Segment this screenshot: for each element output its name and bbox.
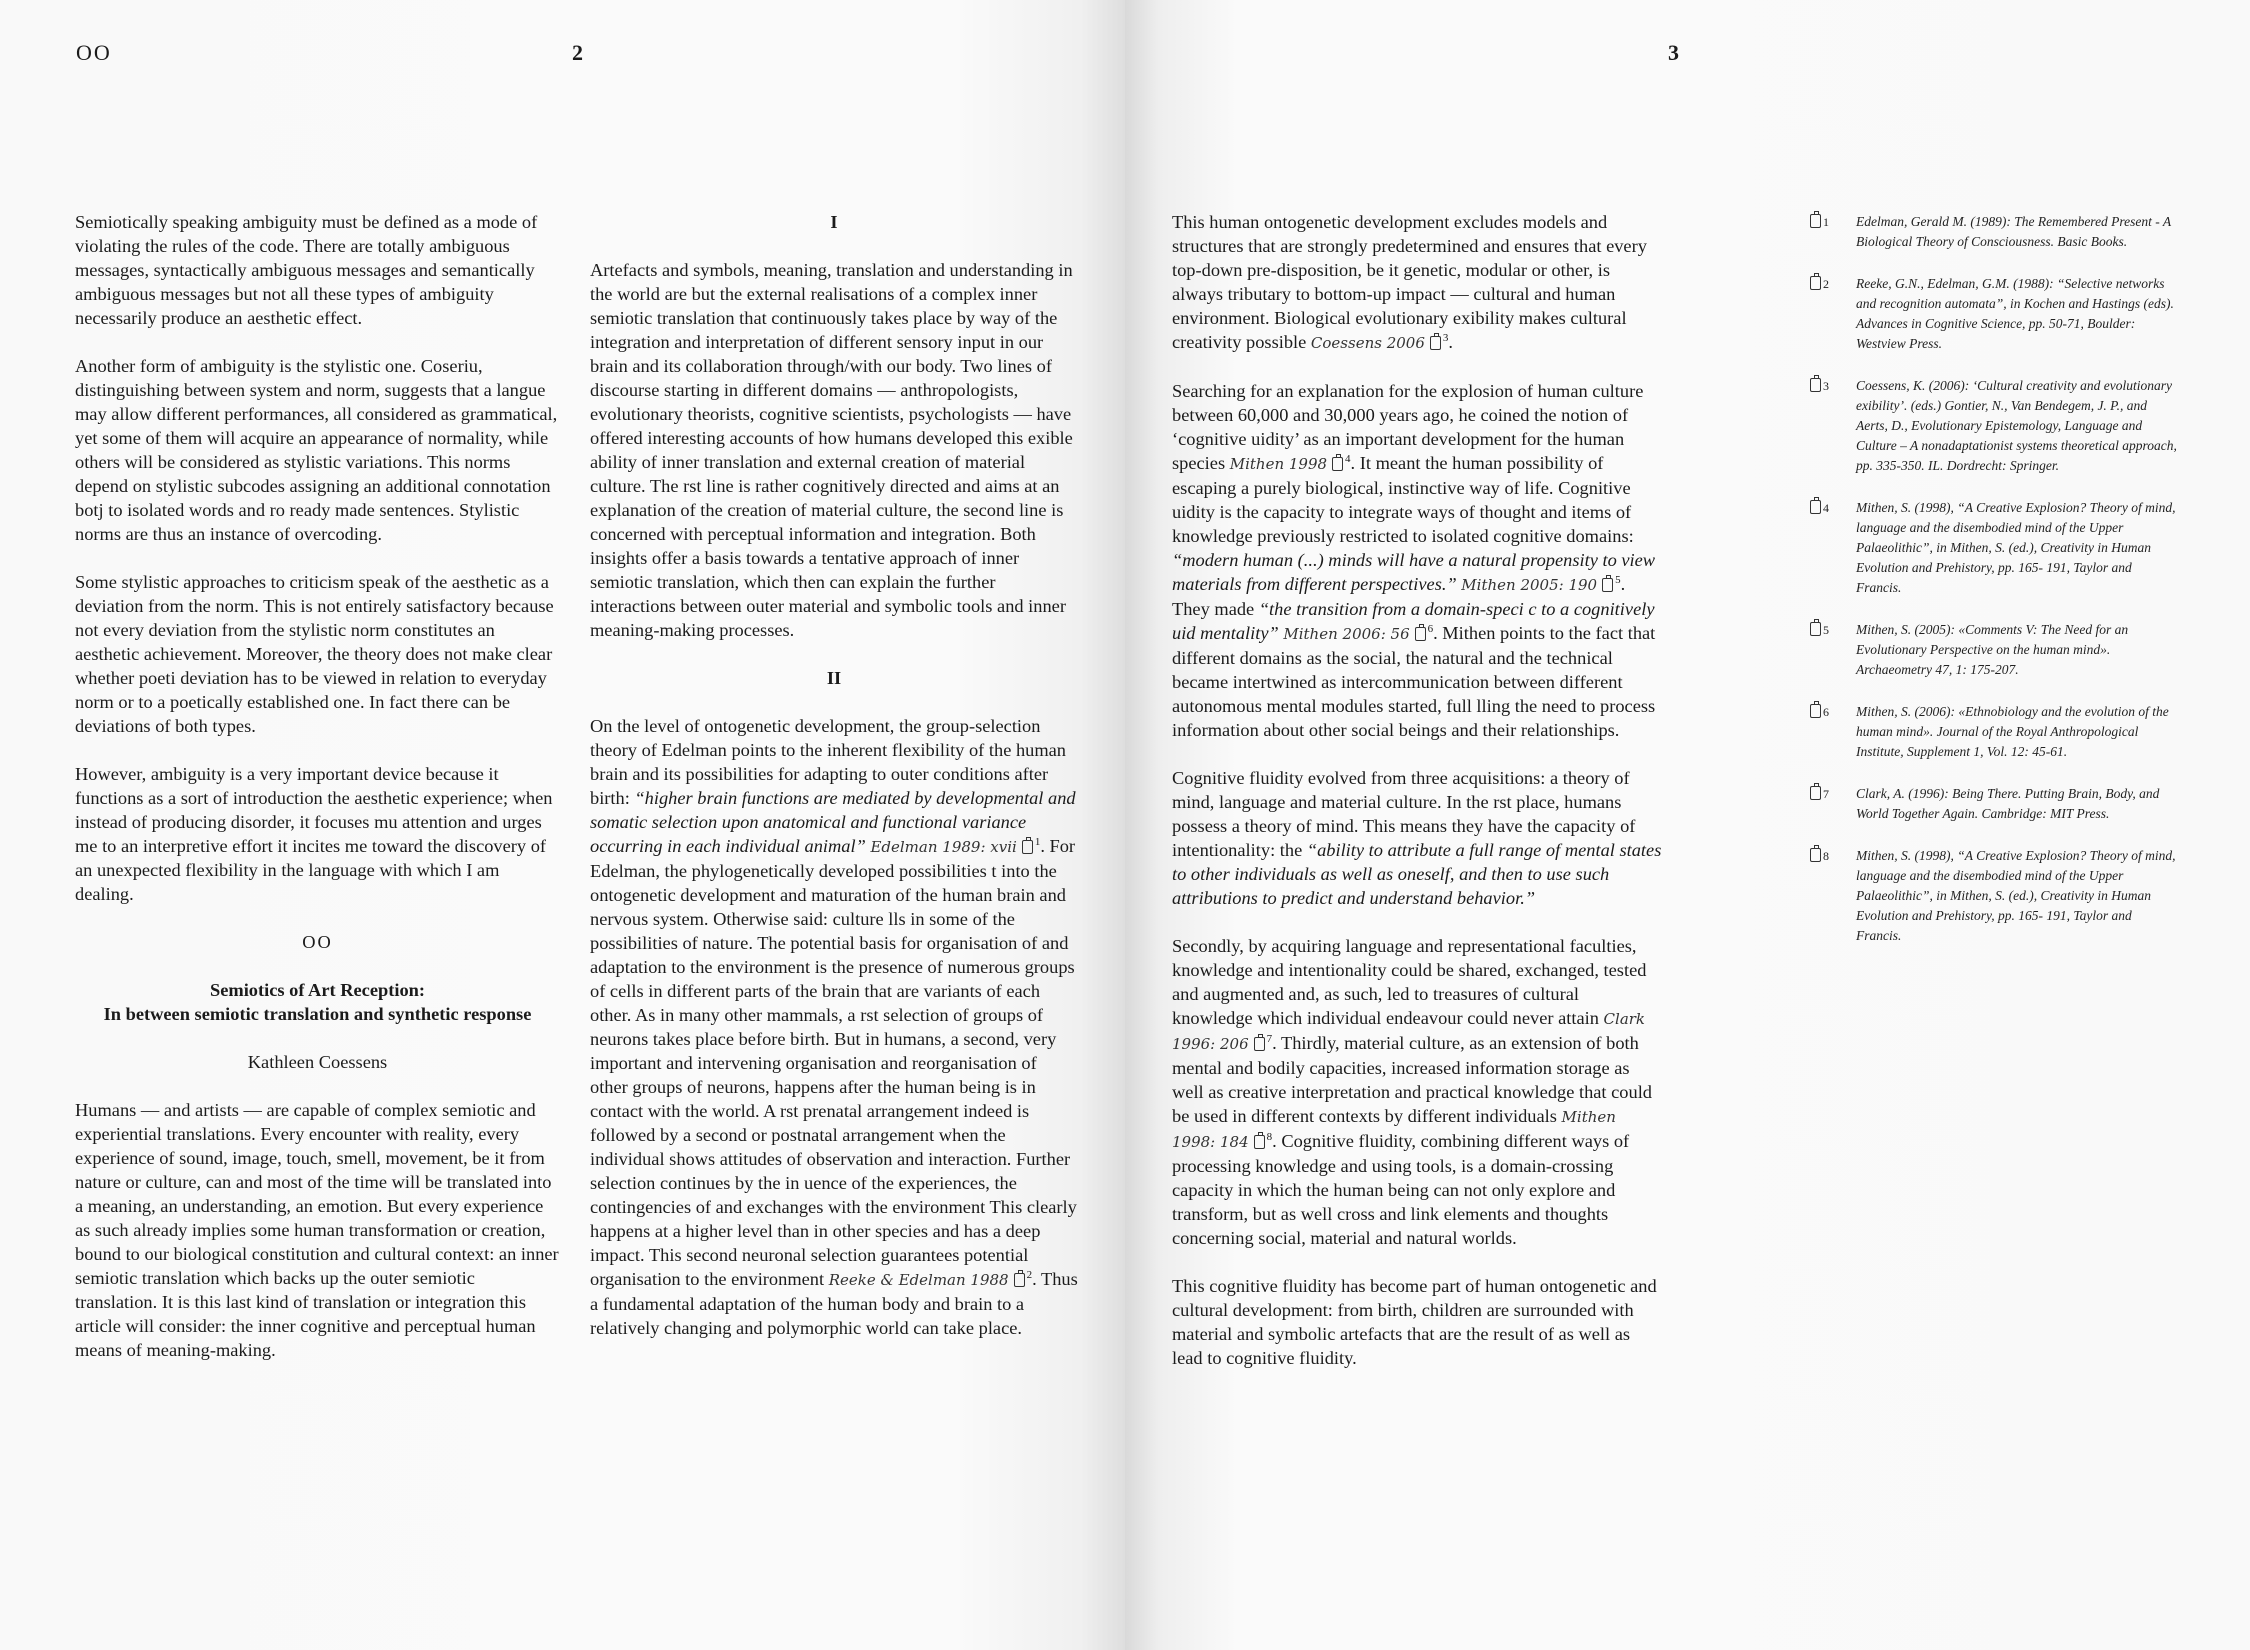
footnote-marker-icon <box>1810 214 1821 228</box>
column-1 <box>75 210 560 1362</box>
footnote-number <box>1810 212 1829 232</box>
footnote-text: Coessens, K. (2006): ‘Cultural creativity and evolutionary exibility’. (eds.) Gontier, N., Van Bendegem, J. P., and Aerts, D., Evolutionary Epistemology, Language and Culture – A nonadaptationist systems theoretical approach, pp. 335-350. IL. Dordrecht: Springer. <box>1856 378 2177 473</box>
footnote-marker-icon <box>1810 276 1821 290</box>
footnote-number <box>1810 784 1829 804</box>
paragraph: Humans — and artists — are capable of complex semiotic and experiential translations. Every encounter with reality, every experience of sound, image, touch, smell, movement, be it from nature or culture, can and most of the time will be translated into a meaning, an understanding, an emotion. But every experience as such already implies some human transformation or creation, bound to our biological constitution and cultural context: an inner semiotic translation which backs up the outer semiotic translation. It is this last kind of translation or integration this article will consider: the inner cognitive and perceptual human means of meaning-making. <box>75 1100 559 1360</box>
column-3 <box>1172 210 1662 1370</box>
right-page-number: 3 <box>1668 40 1679 65</box>
text-run: . Mithen points to the fact that different domains as the social, the natural and the technical became intertwined as intercommunication between different autonomous mental modules started, full lling the need to process information about other social beings and their relationships. <box>1172 623 1656 740</box>
text-run: . Thus a fundamental adaptation of the human body and brain to a relatively changing and polymorphic world can take place. <box>590 1269 1078 1338</box>
quote: “ability to attribute a full range of mental states to other individuals as well as oneself, and then to use such attributions to predict and understand behavior.” <box>1172 840 1662 908</box>
inline-citation[interactable]: Clark 1996: 206 <box>1172 1010 1646 1053</box>
paragraph: This cognitive fluidity has become part of human ontogenetic and cultural development: from birth, children are surrounded with material and symbolic artefacts that are the result of as well as lead to cognitive fluidity. <box>1172 1276 1657 1368</box>
footnote-num: 7 <box>1823 787 1829 801</box>
paragraph: Semiotically speaking ambiguity must be defined as a mode of violating the rules of the code. There are totally ambiguous messages, syntactically ambiguous messages and semantically ambiguous messages but not all these types of ambiguity necessarily produce an aesthetic effect. <box>75 212 538 328</box>
article-author: Kathleen Coessens <box>247 1052 388 1072</box>
inline-citation[interactable]: Mithen 2006: 56 <box>1283 625 1410 643</box>
footnote-number <box>1810 376 1829 396</box>
footnote-marker-icon <box>1810 622 1821 636</box>
footnote <box>1810 212 2180 252</box>
article-title <box>75 978 560 1026</box>
footnote-num: 1 <box>1823 215 1829 229</box>
footnote-num: 2 <box>1823 277 1829 291</box>
article-title-line-2: In between semiotic translation and synthetic response <box>103 1004 532 1024</box>
footnote-marker-icon[interactable] <box>1602 578 1613 592</box>
footnote-marker-icon <box>1810 848 1821 862</box>
text-run: . They made <box>1172 574 1626 619</box>
section-heading-1: I <box>830 212 838 232</box>
footnote <box>1810 376 2180 476</box>
footnote-marker-icon <box>1810 786 1821 800</box>
footnote-ref[interactable]: 4 <box>1345 452 1351 465</box>
paragraph <box>1172 766 1662 910</box>
footnote-ref[interactable]: 1 <box>1034 835 1041 848</box>
footnote-ref[interactable]: 5 <box>1615 573 1621 586</box>
inline-citation[interactable]: Reeke & Edelman 1988 <box>828 1271 1009 1289</box>
paragraph <box>590 714 1078 1340</box>
paragraph: However, ambiguity is a very important device because it functions as a sort of introduction the aesthetic experience; when instead of producing disorder, it focuses mu attention and urges me to an interpretive effort it incites me toward the discovery of an unexpected flexibility in the language with which I am dealing. <box>75 764 553 904</box>
footnote <box>1810 702 2180 762</box>
paragraph: Another form of ambiguity is the stylistic one. Coseriu, distinguishing between system and norm, suggests that a langue may allow different performances, all considered as grammatical, yet some of them will acquire an appearance of normality, while others will be considered as stylistic variations. This norms depend on stylistic subcodes assigning an additional connotation botj to isolated words and ro ready made sentences. Stylistic norms are thus an instance of overcoding. <box>75 356 558 544</box>
text-run: . For Edelman, the phylogenetically developed possibilities t into the ontogenetic development and maturation of the human brain and nervous system. Otherwise said: culture lls in some of the possibilities of nature. The potential basis for organisation of and adaptation to the environment is the presence of numerous groups of cells in different parts of the brain that are variants of each other. As in many other mammals, a rst selection of groups of neurons takes place before birth. But in humans, a second, very important and intervening organisation and reorganisation of other groups of neurons, happens after the human being is in contact with the world. A rst prenatal arrangement indeed is followed by a second or postnatal arrangement when the individual shows attitudes of observation and interaction. Further selection continues by the in uence of the experiences, the contingencies of and exchanges with the environment This clearly happens at a higher level than in other species and has a deep impact. This second neuronal selection guarantees potential organisation to the environment <box>590 836 1077 1289</box>
quote: “modern human (...) minds will have a natural propensity to view materials from different perspectives.” <box>1172 550 1656 594</box>
footnote-marker-icon[interactable] <box>1022 840 1033 854</box>
footnote <box>1810 620 2180 680</box>
footnote <box>1810 274 2180 354</box>
text-run: . <box>1448 332 1453 352</box>
inline-citation[interactable]: Mithen 1998: 184 <box>1172 1108 1616 1151</box>
text-run: This human ontogenetic development excludes models and structures that are strongly predetermined and ensures that every top-down pre-disposition, be it genetic, modular or other, is always tributary to bottom-up impact — cultural and human environment. Biological evolutionary exibility makes cultural creativity possible <box>1172 212 1647 352</box>
footnote-number <box>1810 498 1829 518</box>
left-header-mark: OO <box>76 40 112 65</box>
footnote-marker-icon <box>1810 500 1821 514</box>
footnote-marker-icon[interactable] <box>1430 336 1441 350</box>
inline-citation[interactable]: Coessens 2006 <box>1310 334 1425 352</box>
text-run: . Thirdly, material culture, as an extension of both mental and bodily capacities, increased information storage as well as creative interpretation and practical knowledge that could be used in different contexts by different individuals <box>1172 1033 1652 1126</box>
quote: “the transition from a domain-speci c to a cognitively uid mentality” <box>1172 599 1655 643</box>
paragraph: Artefacts and symbols, meaning, translation and understanding in the world are but the external realisations of a complex inner semiotic translation that continuously takes place by way of the integration and interpretation of different sensory input in our brain and its collaboration through/with our body. Two lines of discourse starting in different domains — anthropologists, evolutionary theorists, cognitive scientists, psychologists — have offered interesting accounts of how humans developed this exible ability of inner translation and external creation of material culture. The rst line is rather cognitively directed and aims at an explanation of the creation of material culture, the second line is concerned with perceptual information and integration. Both insights offer a basis towards a tentative approach of inner semiotic translation, which then can explain the further interactions between outer material and symbolic tools and inner meaning-making processes. <box>590 260 1073 640</box>
quote: “higher brain functions are mediated by developmental and somatic selection upon anatomical and functional variance occurring in each individual animal” <box>590 788 1076 856</box>
inline-citation[interactable]: Mithen 1998 <box>1229 455 1328 473</box>
footnote-marker-icon <box>1810 704 1821 718</box>
text-run: Secondly, by acquiring language and representational faculties, knowledge and intentionality could be shared, exchanged, tested and augmented and, as such, led to treasures of cultural knowledge which individual endeavour could never attain <box>1172 936 1647 1028</box>
text-run: . Cognitive fluidity, combining different ways of processing knowledge and using tools, is a domain-crossing capacity in which the human being can not only explore and transform, but as well cross and link elements and thoughts concerning social, material and natural worlds. <box>1172 1131 1630 1248</box>
footnote-number <box>1810 620 1829 640</box>
footnote-ref[interactable]: 6 <box>1427 622 1434 635</box>
footnote-text: Mithen, S. (1998), “A Creative Explosion? Theory of mind, language and the disembodied mind of the Upper Palaeolithic”, in Mithen, S. (ed.), Creativity in Human Evolution and Prehistory, pp. 165- 191, Taylor and Francis. <box>1856 500 2176 595</box>
footnote-number <box>1810 702 1829 722</box>
footnote-text: Reeke, G.N., Edelman, G.M. (1988): “Selective networks and recognition automata”, in Kochen and Hastings (eds). Advances in Cognitive Science, pp. 50-71, Boulder: Westview Press. <box>1856 276 2174 351</box>
footnote-ref[interactable]: 3 <box>1442 331 1449 344</box>
paragraph <box>1172 210 1662 355</box>
footnote-text: Mithen, S. (2005): «Comments V: The Need for an Evolutionary Perspective on the human mind». Archaeometry 47, 1: 175-207. <box>1856 622 2129 677</box>
column-2 <box>590 210 1078 1340</box>
footnote <box>1810 846 2180 946</box>
footnote <box>1810 498 2180 598</box>
footnote-text: Mithen, S. (1998), “A Creative Explosion? Theory of mind, language and the disembodied mind of the Upper Palaeolithic”, in Mithen, S. (ed.), Creativity in Human Evolution and Prehistory, pp. 165- 191, Taylor and Francis. <box>1856 848 2176 943</box>
footnote-num: 6 <box>1823 705 1829 719</box>
footnote-number <box>1810 274 1829 294</box>
footnote-num: 3 <box>1823 379 1829 393</box>
footnote-marker-icon[interactable] <box>1254 1037 1265 1051</box>
footnote-marker-icon <box>1810 378 1821 392</box>
text-run: . It meant the human possibility of escaping a purely biological, instinctive way of life. Cognitive uidity is the capacity to integrate ways of thought and items of knowledge previously restricted to isolated cognitive domains: <box>1172 453 1634 546</box>
footnote <box>1810 784 2180 824</box>
inline-citation[interactable]: Edelman 1989: xvii <box>870 838 1017 856</box>
footnote-text: Clark, A. (1996): Being There. Putting Brain, Body, and World Together Again. Cambridge: MIT Press. <box>1856 786 2160 821</box>
text-run: Cognitive fluidity evolved from three acquisitions: a theory of mind, language and material culture. In the rst place, humans possess a theory of mind. This means they have the capacity of intentionality: the <box>1172 768 1636 860</box>
footnote-ref[interactable]: 2 <box>1026 1268 1033 1281</box>
footnote-marker-icon[interactable] <box>1332 457 1343 471</box>
left-page-number: 2 <box>572 40 583 65</box>
footnote-ref[interactable]: 7 <box>1266 1032 1273 1045</box>
article-title-line-1: Semiotics of Art Reception: <box>209 980 425 1000</box>
text-run: On the level of ontogenetic development, the group-selection theory of Edelman points to the inherent flexibility of the human brain and its possibilities for adapting to outer conditions after birth: <box>590 716 1067 808</box>
paragraph <box>1172 379 1662 742</box>
footnote-text: Edelman, Gerald M. (1989): The Remembered Present - A Biological Theory of Consciousness. Basic Books. <box>1856 214 2171 249</box>
footnote-number <box>1810 846 1829 866</box>
footnote-marker-icon[interactable] <box>1254 1135 1265 1149</box>
paragraph: Some stylistic approaches to criticism speak of the aesthetic as a deviation from the norm. This is not entirely satisfactory because not every deviation from the stylistic norm constitutes an aesthetic achievement. Moreover, the theory does not make clear whether poeti deviation has to be viewed in relation to everyday norm or to a poetically established one. In fact there can be deviations of both types. <box>75 572 554 736</box>
footnote-marker-icon[interactable] <box>1415 627 1426 641</box>
inline-citation[interactable]: Mithen 2005: 190 <box>1461 576 1598 594</box>
footnote-num: 8 <box>1823 849 1829 863</box>
footnote-marker-icon[interactable] <box>1014 1273 1025 1287</box>
section-heading-2: II <box>826 668 842 688</box>
footnote-num: 5 <box>1823 623 1829 637</box>
text-run: Searching for an explanation for the explosion of human culture between 60,000 and 30,000 years ago, he coined the notion of ‘cognitive uidity’ as an important development for the human species <box>1172 381 1644 473</box>
section-separator: OO <box>302 932 333 952</box>
footnote-text: Mithen, S. (2006): «Ethnobiology and the evolution of the human mind». Journal of the Royal Anthropological Institute, Supplement 1, Vol. 12: 45-61. <box>1856 704 2169 759</box>
paragraph <box>1172 934 1662 1250</box>
footnotes <box>1810 212 2180 968</box>
footnote-ref[interactable]: 8 <box>1266 1130 1273 1143</box>
footnote-num: 4 <box>1823 501 1829 515</box>
